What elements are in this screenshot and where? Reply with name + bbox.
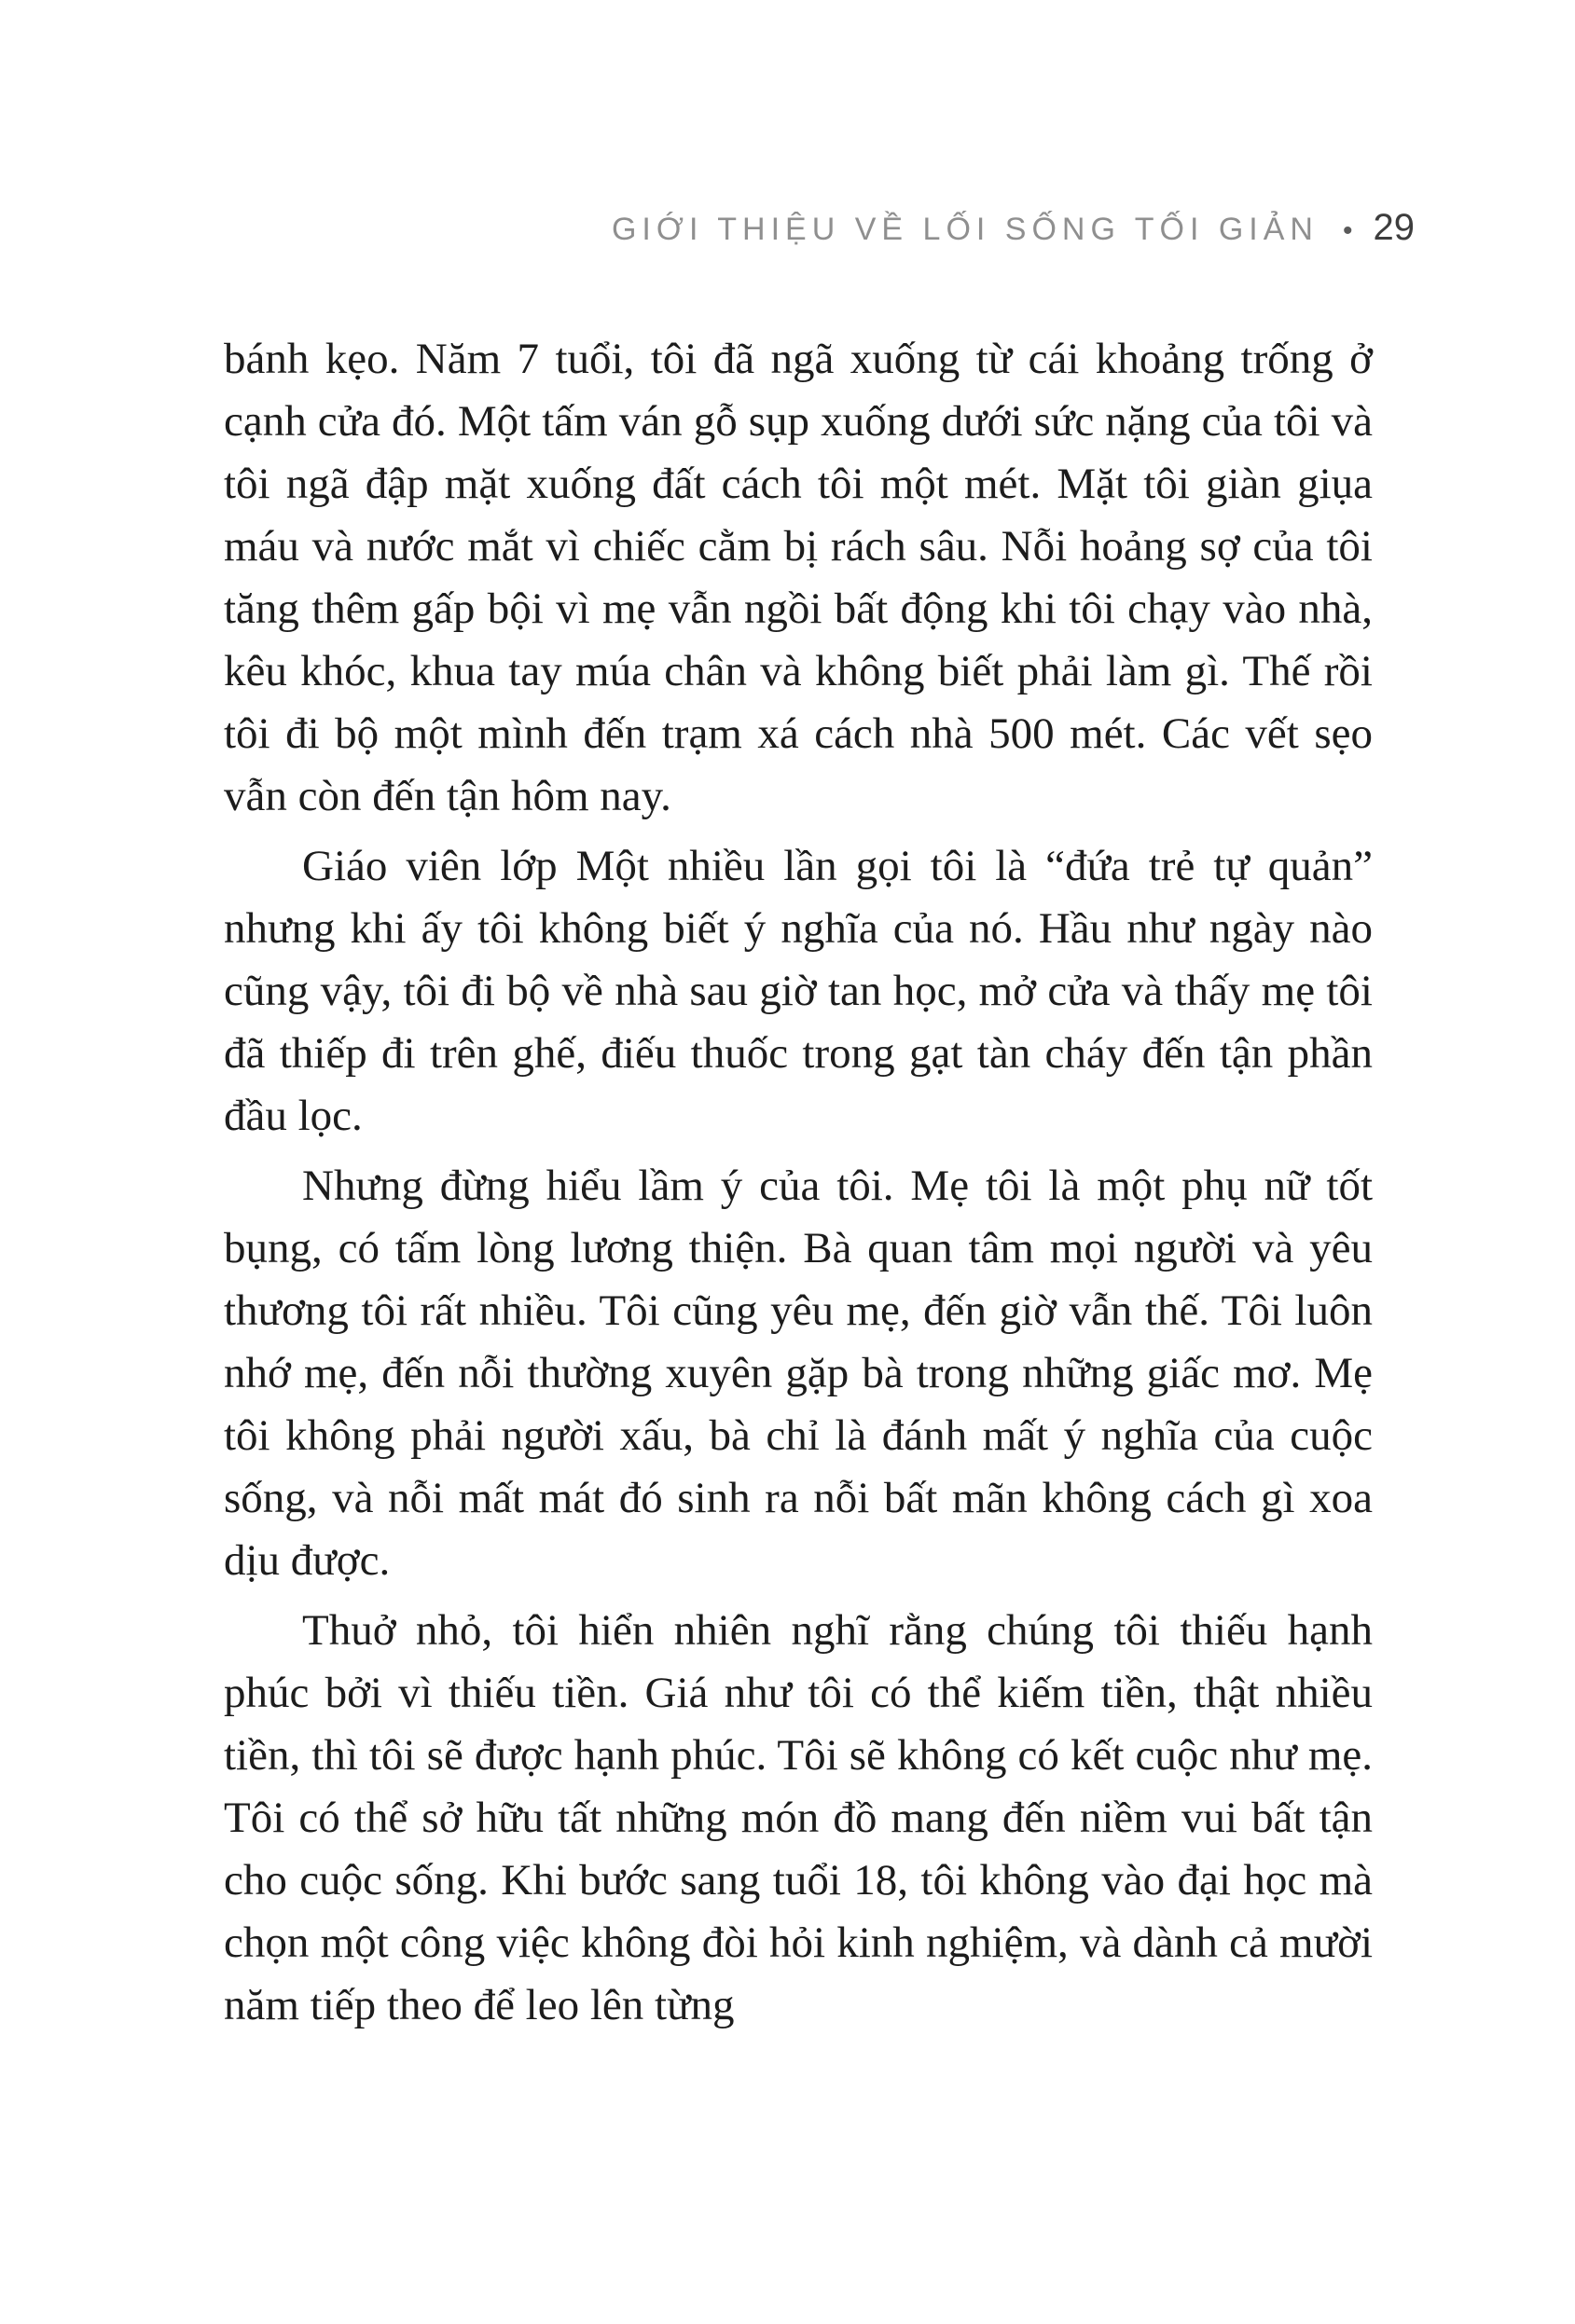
body-text [224, 328, 1373, 2044]
paragraph: Giáo viên lớp Một nhiều lần gọi tôi là “đứa trẻ tự quản” nhưng khi ấy tôi không biết ý nghĩa của nó. Hầu như ngày nào cũng vậy, tôi đi bộ về nhà sau giờ tan học, mở cửa và thấy mẹ tôi đã thiếp đi trên ghế, điếu thuốc trong gạt tàn cháy đến tận phần đầu lọc. [224, 842, 1373, 1140]
paragraph: Nhưng đừng hiểu lầm ý của tôi. Mẹ tôi là một phụ nữ tốt bụng, có tấm lòng lương thiện. Bà quan tâm mọi người và yêu thương tôi rất nhiều. Tôi cũng yêu mẹ, đến giờ vẫn thế. Tôi luôn nhớ mẹ, đến nỗi thường xuyên gặp bà trong những giấc mơ. Mẹ tôi không phải người xấu, bà chỉ là đánh mất ý nghĩa của cuộc sống, và nỗi mất mát đó sinh ra nỗi bất mãn không cách gì xoa dịu được. [224, 1162, 1373, 1585]
chapter-title: GIỚI THIỆU VỀ LỐI SỐNG TỐI GIẢN [611, 212, 1319, 247]
paragraph: bánh kẹo. Năm 7 tuổi, tôi đã ngã xuống từ cái khoảng trống ở cạnh cửa đó. Một tấm ván gỗ sụp xuống dưới sức nặng của tôi và tôi ngã đập mặt xuống đất cách tôi một mét. Mặt tôi giàn giụa máu và nước mắt vì chiếc cằm bị rách sâu. Nỗi hoảng sợ của tôi tăng thêm gấp bội vì mẹ vẫn ngồi bất động khi tôi chạy vào nhà, kêu khóc, khua tay múa chân và không biết phải làm gì. Thế rồi tôi đi bộ một mình đến trạm xá cách nhà 500 mét. Các vết sẹo vẫn còn đến tận hôm nay. [224, 335, 1373, 820]
page-number: 29 [1373, 207, 1415, 248]
paragraph: Thuở nhỏ, tôi hiển nhiên nghĩ rằng chúng tôi thiếu hạnh phúc bởi vì thiếu tiền. Giá như tôi có thể kiếm tiền, thật nhiều tiền, thì tôi sẽ được hạnh phúc. Tôi sẽ không có kết cuộc như mẹ. Tôi có thể sở hữu tất những món đồ mang đến niềm vui bất tận cho cuộc sống. Khi bước sang tuổi 18, tôi không vào đại học mà chọn một công việc không đòi hỏi kinh nghiệm, và dành cả mười năm tiếp theo để leo lên từng [224, 1606, 1373, 2029]
running-head [224, 207, 1415, 249]
separator-bullet: • [1342, 215, 1353, 246]
